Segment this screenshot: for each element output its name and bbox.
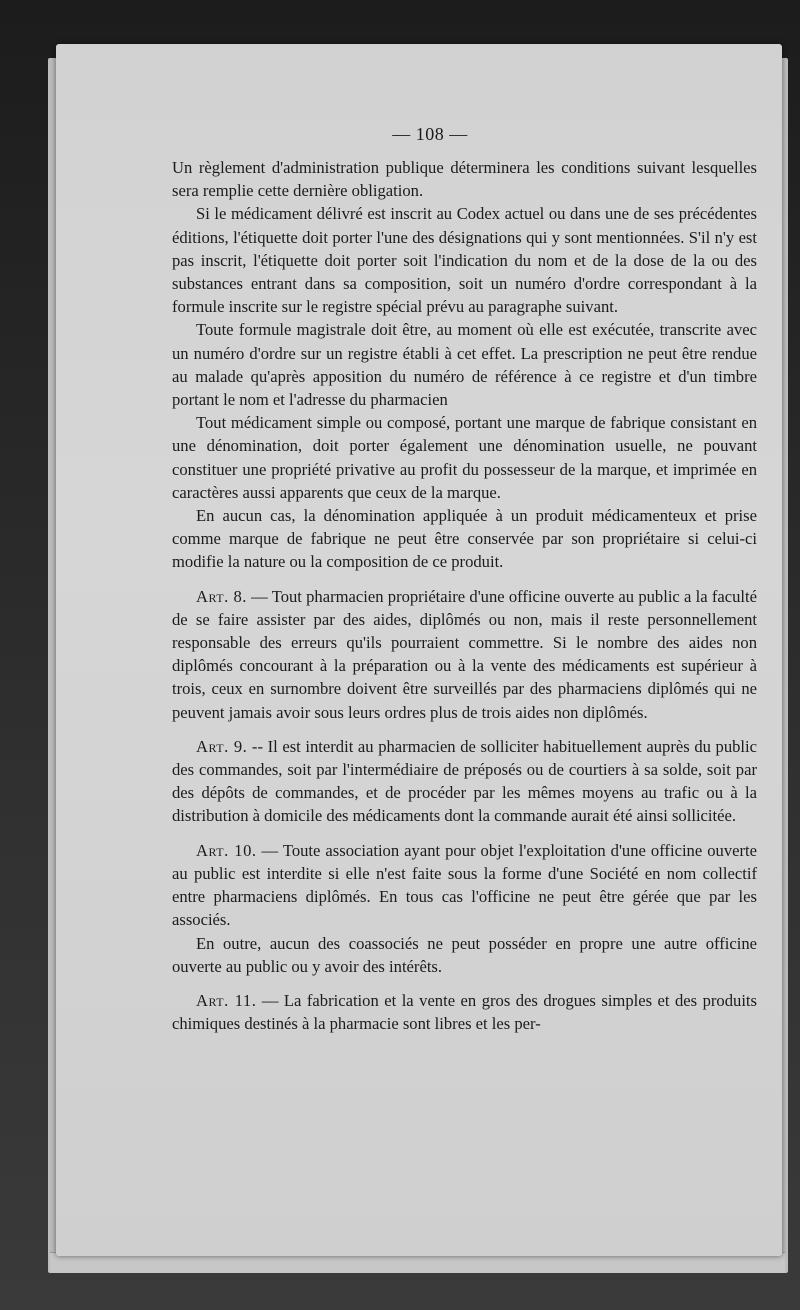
article-text: -- Il est interdit au pharmacien de solliciter habituellement auprès du public des commandes, soit par l'intermédiaire de préposés ou de courtiers à sa solde, soit par des dépôts de commandes, et de procéder par les mêmes moyens au trafic ou à la distribution à domicile des médicaments dont la commande aurait été ainsi sollicitée. [172,736,758,826]
article-10-continuation: En outre, aucun des coassociés ne peut posséder en propre une autre officine ouverte au public ou y avoir des intérêts. [172,933,757,976]
article-text: — Tout pharmacien propriétaire d'une officine ouverte au public a la faculté de se faire assister par des aides, diplômés ou non, mais il reste personnellement responsable des erreurs qu'ils pourraient commettre. Si le nombre des aides non diplômés concourant à la préparation ou à la vente des médicaments est supérieur à trois, ceux en surnombre doivent être surveillés par des pharmaciens diplômés qui ne peuvent jamais avoir sous leurs ordres plus de trois aides non diplômés. [172,586,757,722]
article-text: — La fabrication et la vente en gros des drogues simples et des produits chimiques destinés à la pharmacie sont libres et les per- [172,990,757,1034]
page-number: — 108 — [392,124,468,144]
paragraph: Tout médicament simple ou composé, portant une marque de fabrique consistant en une dénomination, doit porter également une dénomination usuelle, ne pouvant constituer une propriété privative au profit du possesseur de la marque, et imprimée en caractères aussi apparents que ceux de la marque. [172,413,757,502]
article-11 [172,989,757,1035]
article-label: Art. 10. [196,840,257,860]
paragraph: Un règlement d'administration publique déterminera les conditions suivant lesquelles sera remplie cette dernière obligation. [172,158,757,201]
paragraph: Si le médicament délivré est inscrit au Codex actuel ou dans une de ses précédentes éditions, l'étiquette doit porter l'une des désignations qui y sont mentionnées. S'il n'y est pas inscrit, l'étiquette doit porter soit l'indication du nom et de la dose de la ou des substances entrant dans sa composition, soit un numéro d'ordre correspondant à la formule inscrite sur le registre spécial prévu au paragraphe suivant. [172,204,757,317]
article-text: — Toute association ayant pour objet l'exploitation d'une officine ouverte au public est interdite si elle n'est faite sous la forme d'une Société en nom collectif entre pharmaciens diplômés. En tous cas l'officine ne peut être gérée que par les associés. [172,840,757,930]
page-body [172,156,757,1035]
article-label: Art. 11. [196,990,257,1010]
article-9 [172,735,757,828]
article-label: Art. 9. [196,736,248,756]
paragraph: En aucun cas, la dénomination appliquée à un produit médicamenteux et prise comme marque de fabrique ne peut être conservée par son propriétaire si celui-ci modifie la nature ou la composition de ce produit. [172,506,757,572]
article-8 [172,585,757,724]
article-label: Art. 8. [196,586,247,606]
article-10 [172,839,757,932]
paragraph: Toute formule magistrale doit être, au moment où elle est exécutée, transcrite avec un numéro d'ordre sur un registre établi à cet effet. La prescription ne peut être rendue au malade qu'après apposition du numéro de référence à ce registre et d'un timbre portant le nom et l'adresse du pharmacien [172,320,757,410]
